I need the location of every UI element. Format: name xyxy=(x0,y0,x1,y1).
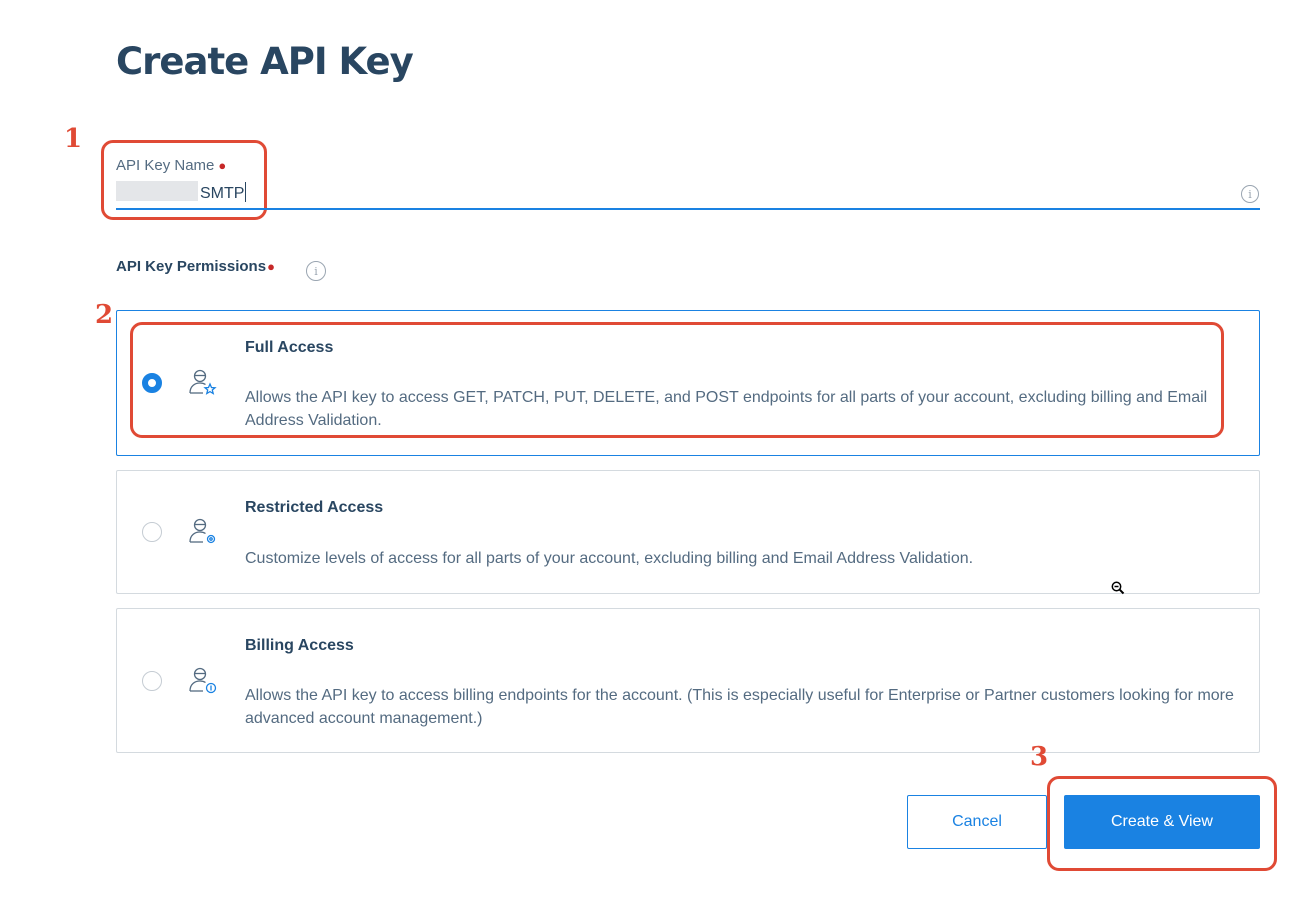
required-indicator: ● xyxy=(218,158,227,173)
restricted-access-radio[interactable] xyxy=(142,522,162,542)
api-key-name-label-text: API Key Name xyxy=(116,157,215,174)
full-access-description: Allows the API key to access GET, PATCH, PUT, DELETE, and POST endpoints for all parts of your account, excluding billing and Email Address Validation. xyxy=(245,389,1208,429)
text-cursor xyxy=(245,182,246,202)
user-gear-icon xyxy=(187,516,219,548)
permission-option-restricted-access[interactable] xyxy=(116,470,1260,594)
create-and-view-button[interactable]: Create & View xyxy=(1064,795,1260,849)
restricted-access-title: Restricted Access xyxy=(245,499,384,516)
callout-number-2: 2 xyxy=(95,300,114,330)
api-key-name-value-text: SMTP xyxy=(200,185,245,202)
callout-box-2 xyxy=(130,322,1224,438)
billing-access-radio[interactable] xyxy=(142,671,162,691)
billing-access-title: Billing Access xyxy=(245,637,354,654)
redacted-text xyxy=(116,181,198,201)
page-title: Create API Key xyxy=(116,40,413,83)
full-access-title: Full Access xyxy=(245,339,334,356)
api-key-permissions-label-text: API Key Permissions xyxy=(116,258,267,275)
callout-number-3: 3 xyxy=(1030,742,1049,772)
permission-option-billing-access[interactable] xyxy=(116,608,1260,753)
user-dollar-icon xyxy=(187,665,219,697)
api-key-permissions-label xyxy=(116,258,275,275)
billing-access-description: Allows the API key to access billing endpoints for the account. (This is especially useful for Enterprise or Partner customers looking for more advanced account management.) xyxy=(245,687,1234,727)
info-icon[interactable]: i xyxy=(1241,185,1259,203)
callout-number-1: 1 xyxy=(64,124,83,154)
api-key-name-input[interactable] xyxy=(116,178,1260,210)
restricted-access-description: Customize levels of access for all parts of your account, excluding billing and Email Address Validation. xyxy=(245,550,974,567)
zoom-cursor-icon xyxy=(1111,581,1125,595)
api-key-name-value xyxy=(200,182,246,203)
permissions-info-icon[interactable]: i xyxy=(306,261,326,281)
cancel-button[interactable]: Cancel xyxy=(907,795,1047,849)
required-indicator: ● xyxy=(267,259,275,274)
api-key-name-label xyxy=(116,157,226,174)
